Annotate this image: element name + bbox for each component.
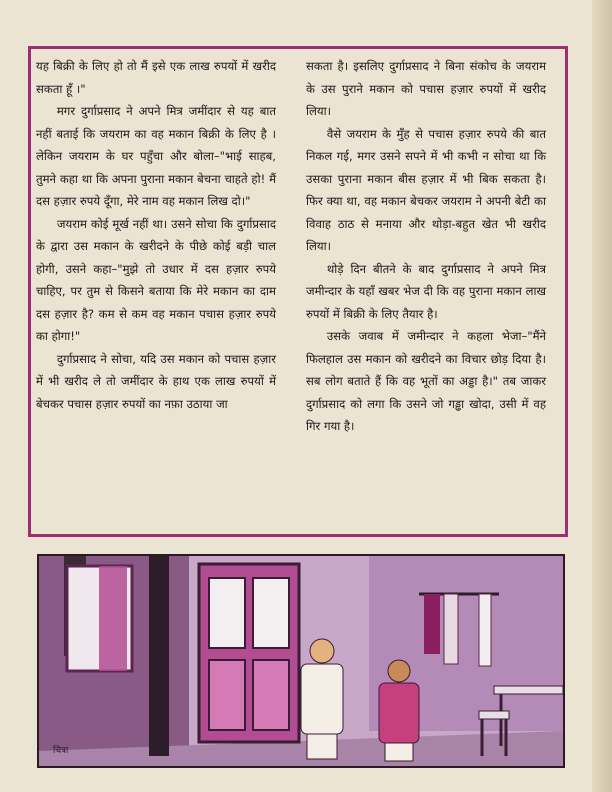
man-kurta	[301, 664, 343, 734]
illustration-scene	[39, 556, 563, 766]
hanging-cloth	[424, 594, 440, 654]
story-paragraph: सकता है। इसलिए दुर्गाप्रसाद ने बिना संकोच के जयराम के उस पुराने मकान को पचास हज़ार रुपयों में खरीद लिया।	[306, 59, 546, 118]
story-paragraph: वैसे जयराम के मुँह से पचास हज़ार रुपये की बात निकल गई, मगर उसने सपने में भी कभी न सोचा था कि उसका पुराना मकान बीस हज़ार में भी बिक सकता है। फिर क्या था, वह मकान बेचकर जयराम ने अपनी बेटी का विवाह ठाठ से मनाया और थोड़ा-बहुत खेत भी खरीद लिया।	[306, 126, 546, 253]
story-paragraph: जयराम कोई मूर्ख नहीं था। उसने सोचा कि दुर्गाप्रसाद के द्वारा उस मकान के खरीदने के पीछे कोई बड़ी चाल होगी, उसने कहा–"मुझे तो उधार में दस हज़ार रुपये चाहिए, पर तुम से किसने बताया कि मेरे मकान का दाम दस हज़ार है? कम से कम वह मकान पचास हज़ार रुपये का होगा!"	[36, 216, 276, 343]
window-shutter	[99, 566, 127, 671]
story-illustration	[37, 554, 565, 768]
story-right-column	[306, 55, 546, 438]
cupboard-mirror-right	[253, 578, 289, 648]
cupboard-mirror-left	[209, 578, 245, 648]
story-paragraph: मगर दुर्गाप्रसाद ने अपने मित्र जमींदार से यह बात नहीं बताई कि जयराम का वह मकान बिक्री के लिए है । लेकिन जयराम के घर पहुँचा और बोला–"भाई साहब, तुमने कहा था कि अपना पुराना मकान बेचना चाहते हो! मैं दस हज़ार रुपये दूँगा, मेरे नाम वह मकान लिख दो।"	[36, 104, 276, 208]
cupboard-panel-right	[253, 660, 289, 730]
story-paragraph: यह बिक्री के लिए हो तो मैं इसे एक लाख रुपयों में खरीद सकता हूँ ।"	[36, 59, 276, 96]
story-paragraph: दुर्गाप्रसाद ने सोचा, यदि उस मकान को पचास हज़ार में भी खरीद ले तो जमींदार के हाथ एक लाख रुपयों में बेचकर पचास हज़ार रुपयों का नफ़ा उठाया जा	[36, 351, 276, 411]
man-shawl	[379, 683, 419, 743]
door-frame	[149, 556, 169, 756]
man-head	[388, 660, 410, 682]
story-paragraph: उसके जवाब में जमीन्दार ने कहला भेजा–"मैंने फिलहाल उस मकान को खरीदने का विचार छोड़ दिया है। सब लोग बताते हैं कि वह भूतों का अड्डा है।" तब जाकर दुर्गाप्रसाद को लगा कि उसने जो गड्ढा खोदा, उसी में वह गिर गया है।	[306, 329, 546, 433]
table-top	[494, 686, 563, 694]
story-left-column	[36, 55, 276, 415]
man-dhoti	[307, 734, 337, 759]
hanging-cloth	[479, 594, 491, 666]
artist-signature: चित्रा	[53, 746, 69, 756]
story-paragraph: थोड़े दिन बीतने के बाद दुर्गाप्रसाद ने अपने मित्र जमीन्दार के यहाँ खबर भेज दी कि वह पुराना मकान लाख रुपयों में बिक्री के लिए तैयार है।	[306, 261, 546, 321]
man-dhoti	[385, 743, 413, 761]
page-edge	[592, 0, 612, 792]
chair-seat	[479, 711, 509, 719]
cupboard-panel-left	[209, 660, 245, 730]
hanging-cloth	[444, 594, 458, 664]
man-head	[310, 639, 334, 663]
